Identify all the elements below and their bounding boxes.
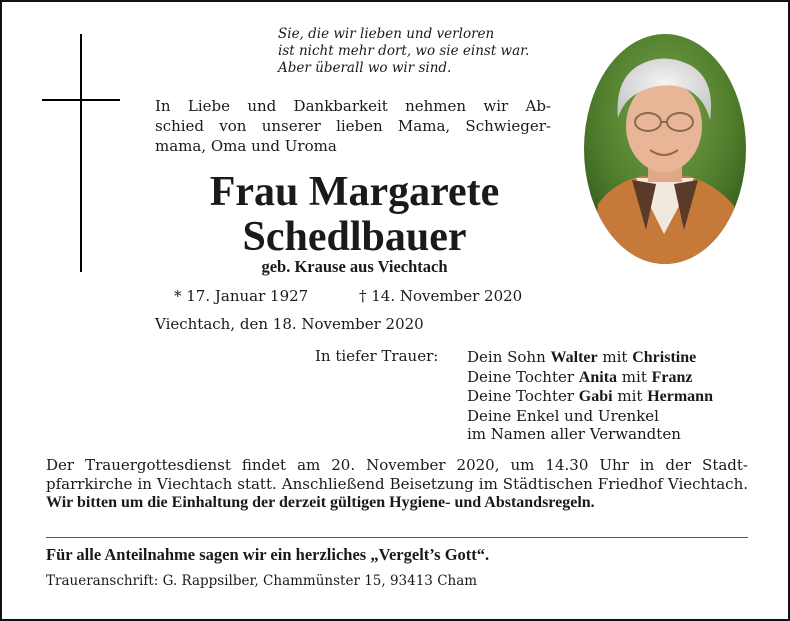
motto-line: Sie, die wir lieben und verloren [278, 26, 495, 42]
cross-vertical-bar [80, 34, 82, 272]
deceased-name [152, 170, 557, 260]
birth-date: * 17. Januar 1927 [174, 287, 309, 305]
hygiene-notice: Wir bitten um die Einhaltung der derzeit gültigen Hygiene- und Abstandsregeln. [46, 494, 595, 511]
mourner-line: Deine Enkel und Urenkel [467, 406, 659, 425]
divider [46, 537, 748, 538]
intro-line: schied von unserer lieben Mama, Schwieger- [155, 117, 551, 135]
mourning-address: Traueranschrift: G. Rappsilber, Chammünster 15, 93413 Cham [46, 573, 478, 589]
motto-line: ist nicht mehr dort, wo sie einst war. [278, 43, 530, 59]
intro-text [155, 96, 551, 156]
maiden-name: geb. Krause aus Viechtach [261, 257, 448, 276]
deceased-first-name: Frau Margarete [209, 169, 500, 215]
thanks-line: Für alle Anteilnahme sagen wir ein herzliches „Vergelt’s Gott“. [46, 545, 490, 564]
deceased-surname: Schedlbauer [242, 214, 467, 260]
intro-line: In Liebe und Dankbarkeit nehmen wir Ab- [155, 97, 551, 115]
place-and-date: Viechtach, den 18. November 2020 [155, 315, 424, 333]
service-announcement [46, 456, 748, 513]
intro-line: mama, Oma und Uroma [155, 137, 337, 155]
mourning-label: In tiefer Trauer: [315, 347, 439, 365]
mourner-line: im Namen aller Verwandten [467, 425, 681, 443]
death-date: † 14. November 2020 [359, 287, 523, 305]
cross-horizontal-bar [42, 99, 120, 101]
mourners-list [467, 348, 713, 444]
mourner-line: Dein Sohn Walter mit Christine [467, 348, 697, 366]
motto-verse [278, 26, 578, 77]
portrait-image [584, 34, 746, 264]
mourner-line: Deine Tochter Gabi mit Hermann [467, 387, 713, 405]
mourner-line: Deine Tochter Anita mit Franz [467, 367, 693, 386]
service-text: Der Trauergottesdienst findet am 20. November 2020, um 14.30 Uhr in der Stadt-pfarrkirche in Viechtach statt. Anschließend Beisetzung im Städtischen Friedhof Viechtach. [46, 456, 748, 493]
portrait-photo [584, 34, 746, 264]
motto-line: Aber überall wo wir sind. [278, 60, 452, 76]
